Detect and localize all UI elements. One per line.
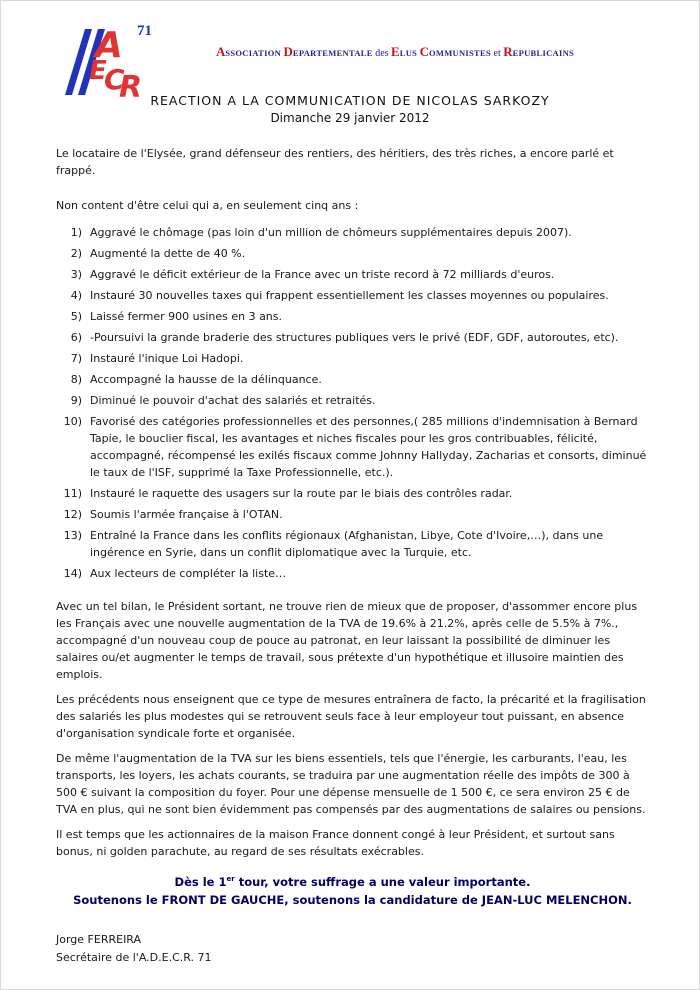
title-block: [1, 93, 699, 125]
list-item-text: Soumis l'armée française à l'OTAN.: [90, 508, 283, 521]
org-name-initial: A: [215, 44, 226, 59]
list-item: [56, 266, 649, 283]
signature-block: [56, 931, 649, 967]
slogan-line1-pre: Dès le 1: [174, 874, 227, 889]
list-item: [56, 565, 649, 582]
list-item-number: 9): [70, 394, 82, 407]
list-item: [56, 245, 649, 262]
list-item: [56, 308, 649, 325]
org-name-initial: D: [283, 44, 293, 59]
list-item: [56, 350, 649, 367]
signature-role: Secrétaire de l'A.D.E.C.R. 71: [56, 950, 212, 964]
list-item-number: 4): [70, 289, 82, 302]
org-name-word: des: [372, 48, 392, 59]
list-item-text: Aux lecteurs de compléter la liste…: [90, 567, 287, 580]
list-item-number: 13): [63, 529, 82, 542]
logo-letter-e: E: [89, 56, 107, 86]
list-item-number: 8): [70, 373, 82, 386]
list-item-text: Aggravé le chômage (pas loin d'un million de chômeurs supplémentaires depuis 2007).: [90, 226, 572, 239]
slogan-line1-superscript: er: [226, 875, 235, 883]
list-intro: Non content d'être celui qui a, en seulement cinq ans :: [56, 199, 359, 212]
list-item-number: 10): [63, 415, 82, 428]
list-item: [56, 527, 649, 561]
closing-paragraphs: [56, 598, 649, 860]
list-item: [56, 506, 649, 523]
list-item-text: Instauré le raquette des usagers sur la route par le biais des contrôles radar.: [90, 487, 513, 500]
document-body: [56, 145, 649, 967]
list-item-number: 11): [63, 487, 82, 500]
list-item-text: Aggravé le déficit extérieur de la France avec un triste record à 72 milliards d'euros.: [90, 268, 555, 281]
logo-department-number: 71: [137, 23, 152, 39]
slogan-line1-post: tour, votre suffrage a une valeur importante.: [234, 874, 531, 889]
org-name-word: et: [491, 48, 504, 59]
org-name-rest: EPUBLICAINS: [512, 48, 575, 58]
list-item-text: Augmenté la dette de 40 %.: [90, 247, 246, 260]
list-item: [56, 287, 649, 304]
logo-letter-c: C: [104, 63, 125, 96]
list-item: [56, 224, 649, 241]
list-item: [56, 485, 649, 502]
list-item: [56, 413, 649, 481]
slogan-line-1: [56, 870, 649, 891]
document-date: Dimanche 29 janvier 2012: [270, 111, 430, 125]
slogan-line-2: Soutenons le FRONT DE GAUCHE, soutenons la candidature de JEAN-LUC MELENCHON.: [73, 892, 632, 907]
list-item-number: 14): [63, 567, 82, 580]
body-paragraph: Avec un tel bilan, le Président sortant, ne trouve rien de mieux que de proposer, d'assommer encore plus les Français avec une nouvelle augmentation de la TVA de 19.6% à 21.2%, après celle de 5.5% à 7%., accompagné d'un nouveau coup de pouce au patronat, en leur laissant la possibilité de diminuer les salaires ou/et augmenter le temps de travail, sous prétexte d'un hypothétique et illusoire maintien des emplois.: [56, 600, 638, 681]
list-item-text: -Poursuivi la grande braderie des structures publiques vers le privé (EDF, GDF, autoroutes, etc).: [90, 331, 619, 344]
org-name-rest: OMMUNISTES: [428, 48, 492, 58]
list-item-text: Entraîné la France dans les conflits régionaux (Afghanistan, Libye, Cote d'Ivoire,…), dans une ingérence en Syrie, dans un conflit diplomatique avec la Turquie, etc.: [90, 529, 604, 559]
org-name-rest: LUS: [399, 48, 420, 58]
intro-paragraph: Le locataire de l'Elysée, grand défenseur des rentiers, des héritiers, des très riches, a encore parlé et frappé.: [56, 147, 614, 177]
org-name-initial: E: [391, 44, 400, 59]
list-item-number: 3): [70, 268, 82, 281]
list-item: [56, 392, 649, 409]
logo-letter-r: R: [119, 70, 143, 101]
list-item-number: 5): [70, 310, 82, 323]
list-item-text: Diminué le pouvoir d'achat des salariés et retraités.: [90, 394, 376, 407]
list-item-number: 6): [70, 331, 82, 344]
org-name-initial: R: [503, 44, 513, 59]
list-item-text: Instauré l'inique Loi Hadopi.: [90, 352, 244, 365]
list-item: [56, 371, 649, 388]
grievance-list: [56, 224, 649, 582]
list-item-text: Instauré 30 nouvelles taxes qui frappent essentiellement les classes moyennes ou populaires.: [90, 289, 609, 302]
list-item-text: Laissé fermer 900 usines en 3 ans.: [90, 310, 283, 323]
body-paragraph: De même l'augmentation de la TVA sur les biens essentiels, tels que l'énergie, les carburants, l'eau, les transports, les loyers, les achats courants, se traduira par une augmentation réelle des impôts de 300 à 500 € suivant la composition du foyer. Pour une dépense mensuelle de 1 500 €, ce sera environ 25 € de TVA en plus, qui ne sont bien évidemment pas compensés par des augmentations de salaires ou pensions.: [56, 752, 646, 816]
list-item-number: 12): [63, 508, 82, 521]
document-title: REACTION A LA COMMUNICATION DE NICOLAS SARKOZY: [150, 93, 550, 108]
body-paragraph: Les précédents nous enseignent que ce type de mesures entraînera de facto, la précarité et la fragilisation des salariés les plus modestes qui se retrouvent seuls face à leur employeur tout puissant, en absence d'organisation syndicale forte et organisée.: [56, 693, 646, 740]
list-item-number: 2): [70, 247, 82, 260]
org-name-rest: EPARTEMENTALE: [292, 48, 373, 58]
list-item-text: Favorisé des catégories professionnelles et des personnes,( 285 millions d'indemnisation à Bernard Tapie, le bouclier fiscal, les avantages et niches fiscales pour les gros contribuables, félicité, accompagné, récompensé les exilés fiscaux comme Johnny Hallyday, Zacharias et consorts, diminué le taux de l'ISF, supprimé la Taxe Professionnelle, etc.).: [90, 415, 647, 479]
org-name-initial: C: [419, 44, 429, 59]
org-name: [121, 43, 669, 61]
body-paragraph: Il est temps que les actionnaires de la maison France donnent congé à leur Président, et surtout sans bonus, ni golden parachute, au regard de ses résultats exécrables.: [56, 828, 615, 858]
list-item: [56, 329, 649, 346]
list-item-text: Accompagné la hausse de la délinquance.: [90, 373, 322, 386]
org-name-rest: SSOCIATION: [225, 48, 284, 58]
logo-letter-a: A: [95, 25, 123, 66]
list-item-number: 1): [70, 226, 82, 239]
list-item-number: 7): [70, 352, 82, 365]
signature-name: Jorge FERREIRA: [56, 932, 142, 946]
